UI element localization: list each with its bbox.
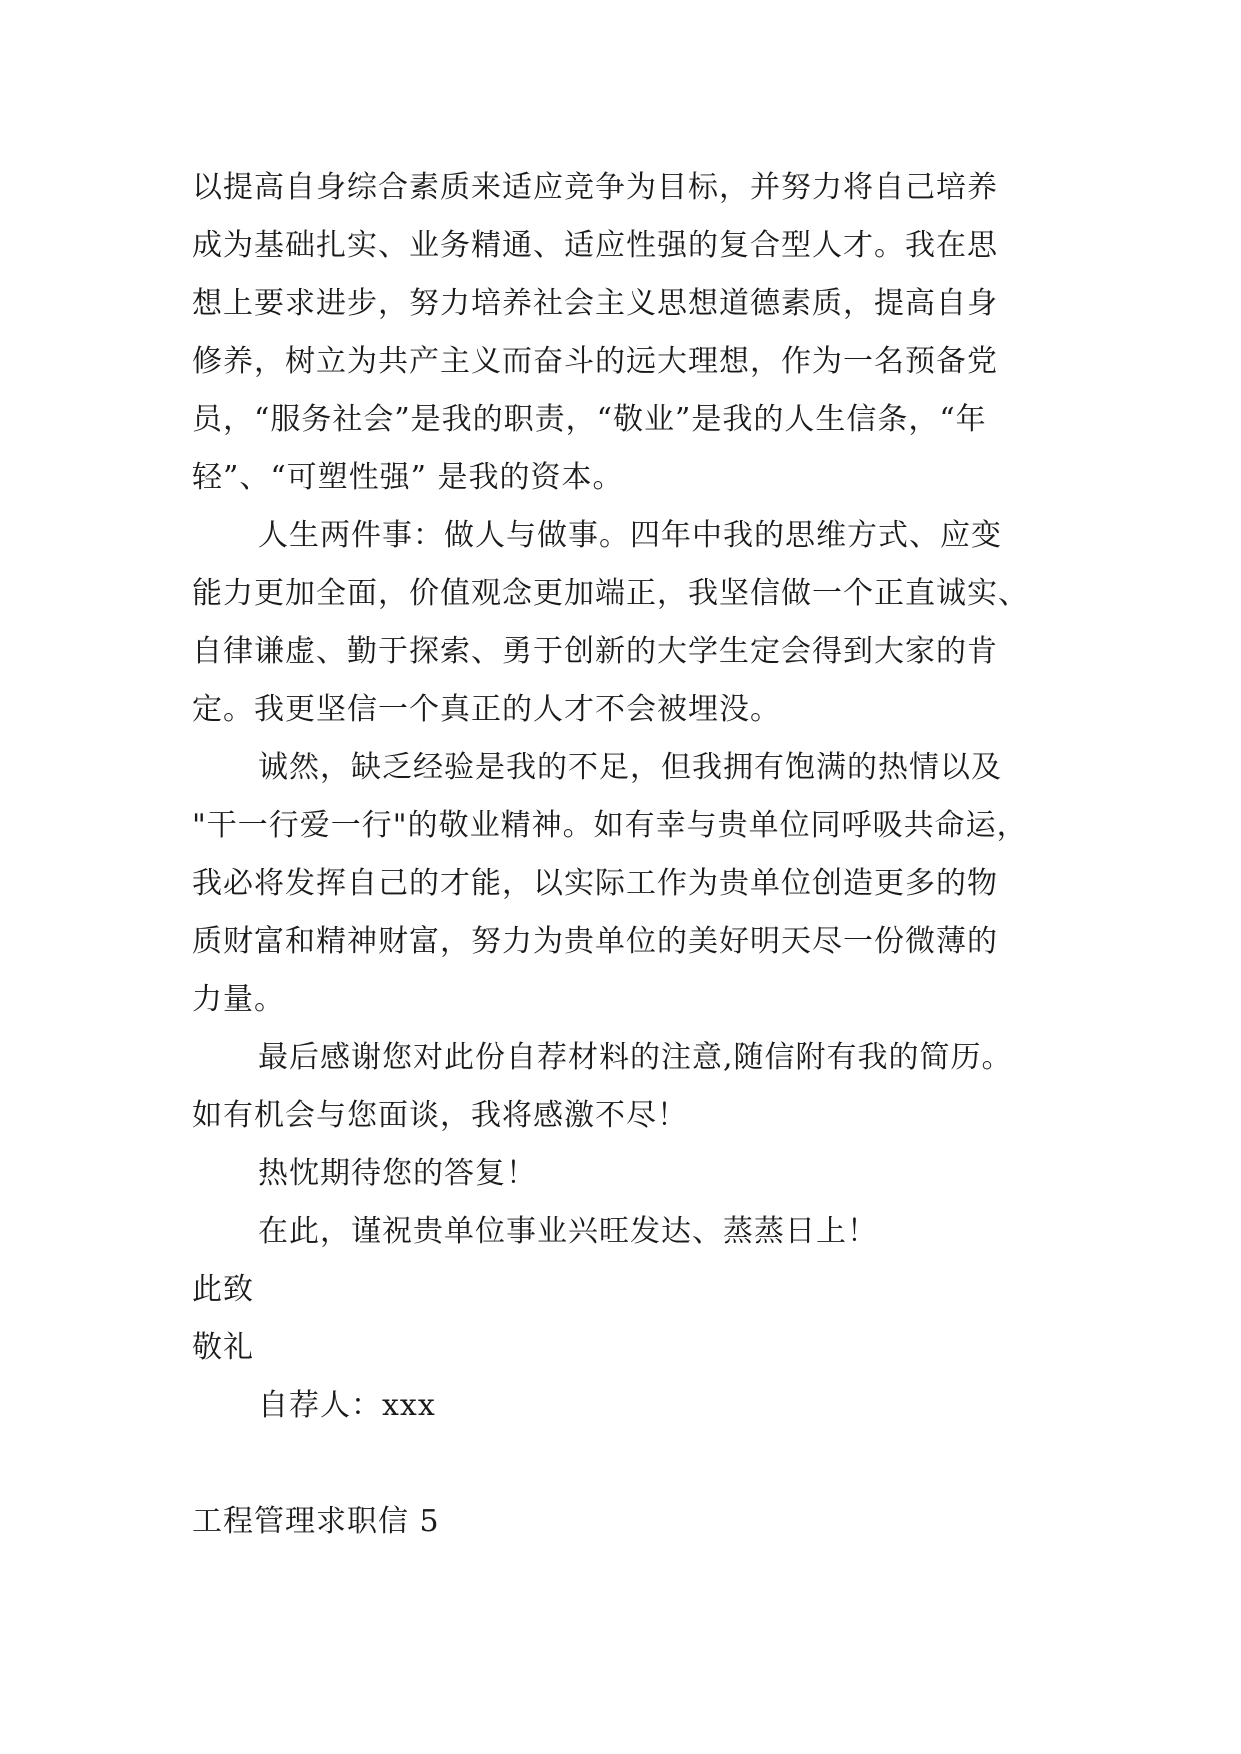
paragraph-3-line-4: 质财富和精神财富，努力为贵单位的美好明天尽一份微薄的 (192, 924, 998, 959)
closing-line-1: 热忱期待您的答复！ (258, 1156, 537, 1191)
paragraph-1-line-5: 员，“服务社会”是我的职责，“敬业”是我的人生信条，“年 (192, 402, 987, 437)
closing-line-2: 在此，谨祝贵单位事业兴旺发达、蒸蒸日上！ (258, 1214, 878, 1249)
paragraph-3-line-2: "干一行爱一行"的敬业精神。如有幸与贵单位同呼吸共命运， (192, 808, 1028, 843)
salutation-line-2: 敬礼 (192, 1330, 254, 1365)
paragraph-3-line-3: 我必将发挥自己的才能，以实际工作为贵单位创造更多的物 (192, 866, 998, 901)
paragraph-3-line-1: 诚然，缺乏经验是我的不足，但我拥有饱满的热情以及 (258, 750, 1002, 785)
paragraph-1-line-2: 成为基础扎实、业务精通、适应性强的复合型人才。我在思 (192, 228, 998, 263)
paragraph-1-line-1: 以提高自身综合素质来适应竞争为目标，并努力将自己培养 (192, 170, 998, 205)
salutation-line-1: 此致 (192, 1272, 254, 1307)
paragraph-4-line-2: 如有机会与您面谈，我将感激不尽！ (192, 1098, 688, 1133)
paragraph-2-line-4: 定。我更坚信一个真正的人才不会被埋没。 (192, 692, 781, 727)
paragraph-2-line-1: 人生两件事：做人与做事。四年中我的思维方式、应变 (258, 518, 1002, 553)
paragraph-1-line-3: 想上要求进步，努力培养社会主义思想道德素质，提高自身 (192, 286, 998, 321)
paragraph-4-line-1: 最后感谢您对此份自荐材料的注意,随信附有我的简历。 (258, 1040, 1013, 1075)
next-section-title: 工程管理求职信 5 (192, 1504, 440, 1539)
signature: 自荐人：xxx (258, 1388, 436, 1423)
paragraph-3-line-5: 力量。 (192, 982, 285, 1017)
paragraph-2-line-3: 自律谦虚、勤于探索、勇于创新的大学生定会得到大家的肯 (192, 634, 998, 669)
paragraph-1-line-6: 轻”、“可塑性强” 是我的资本。 (192, 460, 624, 495)
paragraph-2-line-2: 能力更加全面，价值观念更加端正，我坚信做一个正直诚实、 (192, 576, 1029, 611)
paragraph-1-line-4: 修养，树立为共产主义而奋斗的远大理想，作为一名预备党 (192, 344, 998, 379)
